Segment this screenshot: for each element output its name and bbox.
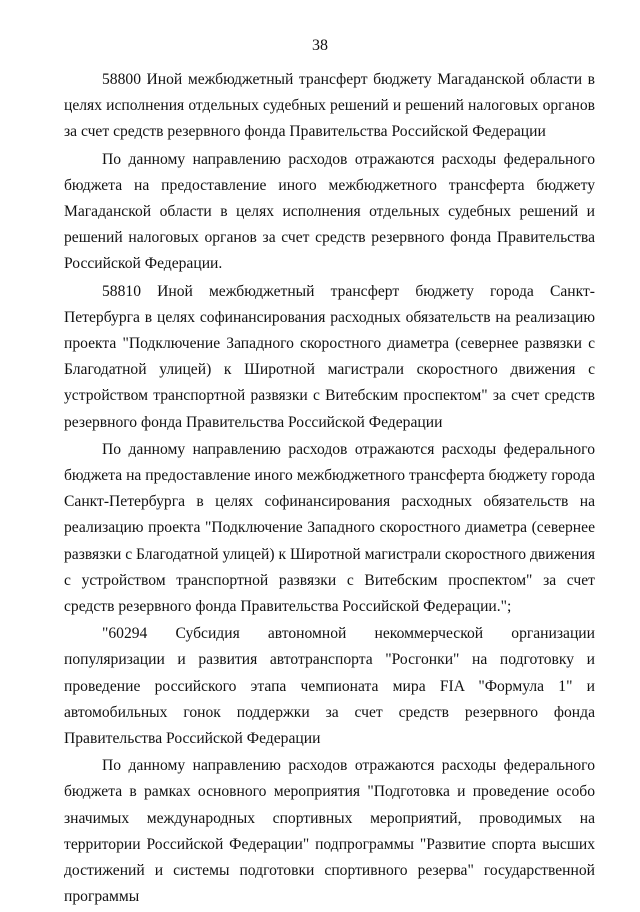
paragraph-58810-title: 58810 Иной межбюджетный трансферт бюджету города Санкт-Петербурга в целях софинансирования расходных обязательств на реализацию проекта "Подключение Западного скоростного диаметра (севернее развязки с Благодатной улицей) к Широтной магистрали скоростного движения с устройством транспортной развязки с Витебским проспектом" за счет средств резервного фонда Правительства Российской Федерации — [64, 282, 595, 431]
page-number: 38 — [312, 37, 328, 54]
paragraph-58810-description: По данному направлению расходов отражаются расходы федерального бюджета на предоставление иного межбюджетного трансферта бюджету города Санкт-Петербурга в целях софинансирования расходных обязательств на реализацию проекта "Подключение Западного скоростного диаметра (севернее развязки с Благодатной улицей) к Широтной магистрали скоростного движения с устройством транспортной развязки с Витебским проспектом" за счет средств резервного фонда Правительства Российской Федерации."; — [64, 440, 595, 616]
paragraph-58800-description: По данному направлению расходов отражаются расходы федерального бюджета на предоставление иного межбюджетного трансферта бюджету Магаданской области в целях исполнения отдельных судебных решений и решений налоговых органов за счет средств резервного фонда Правительства Российской Федерации. — [64, 150, 595, 273]
paragraph-60294-description: По данному направлению расходов отражаются расходы федерального бюджета в рамках основного мероприятия "Подготовка и проведение особо значимых международных спортивных мероприятий, проводимых на территории Российской Федерации" подпрограммы "Развитие спорта высших достижений и системы подготовки спортивного резерва" государственной программы — [64, 757, 595, 906]
paragraph-60294-title: "60294 Субсидия автономной некоммерческой организации популяризации и развития автотранспорта "Росгонки" на подготовку и проведение российского этапа чемпионата мира FIA "Формула 1" и автомобильных гонок поддержки за счет средств резервного фонда Правительства Российской Федерации — [64, 625, 595, 748]
paragraph-58800-title: 58800 Иной межбюджетный трансферт бюджету Магаданской области в целях исполнения отдельных судебных решений и решений налоговых органов за счет средств резервного фонда Правительства Российской Федерации — [64, 71, 595, 141]
document-body — [64, 67, 595, 912]
